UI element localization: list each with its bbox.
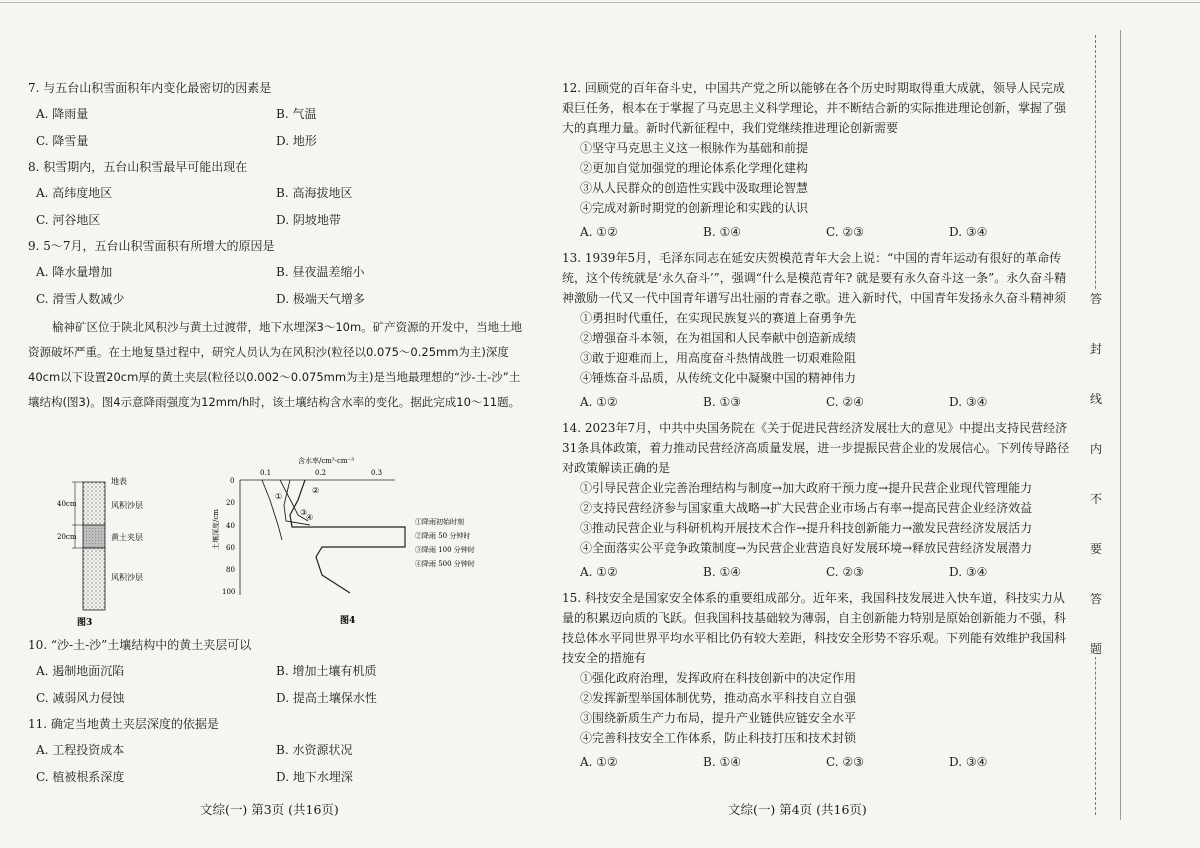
binding-char: 题 [1089, 642, 1102, 656]
option-d: D. ③④ [949, 225, 988, 239]
option-b: B. ①④ [703, 225, 741, 239]
option-a: A. ①② [580, 225, 618, 239]
statement-4: ④完善科技安全工作体系，防止科技打压和技术封锁 [580, 731, 857, 745]
option-a: A. 高纬度地区 [36, 186, 113, 200]
question-stem: 14. 2023年7月，中共中央国务院在《关于促进民营经济发展壮大的意见》中提出支持民营经济31条具体政策，着力推动民营经济高质量发展，进一步提振民营企业的发展信心。下列传导路径对政策解读正确的是 [562, 421, 1070, 475]
statement-3: ③从人民群众的创造性实践中汲取理论智慧 [580, 181, 809, 195]
statement-3: ③围绕新质生产力布局，提升产业链供应链安全水平 [580, 711, 857, 725]
fig4-xtick: 0.2 [315, 469, 327, 477]
statement-4: ④全面落实公平竞争政策制度→为民营企业营造良好发展环境→释放民营经济发展潜力 [580, 541, 1033, 555]
option-b: B. ①④ [703, 565, 741, 579]
fig4-ytick: 100 [222, 588, 236, 596]
legend-item-3: ③降雨 100 分钟时 [415, 546, 475, 554]
question-12 [562, 78, 1072, 242]
binding-char: 答 [1089, 292, 1102, 306]
statement-4: ④完成对新时期党的创新理论和实践的认识 [580, 201, 809, 215]
legend-item-2: ②降雨 50 分钟时 [415, 532, 471, 540]
question-14 [562, 418, 1072, 582]
sand-layer-top [83, 482, 105, 525]
option-b: B. ①④ [703, 755, 741, 769]
fig4-ytick: 20 [226, 499, 235, 507]
dim-20cm: 20cm [57, 533, 77, 541]
statement-1: ①勇担时代重任，在实现民族复兴的赛道上奋勇争先 [580, 311, 857, 325]
label-surface: 地表 [111, 477, 127, 486]
option-a: A. 工程投资成本 [36, 743, 125, 757]
question-stem: 11. 确定当地黄土夹层深度的依据是 [28, 717, 219, 731]
option-b: B. 高海拔地区 [276, 186, 353, 200]
binding-char: 要 [1089, 542, 1102, 556]
option-d: D. 地形 [276, 134, 317, 148]
statement-4: ④锤炼奋斗品质，从传统文化中凝聚中国的精神伟力 [580, 371, 857, 385]
fig4-ytick: 80 [226, 566, 235, 574]
reading-passage: 榆神矿区位于陕北风积沙与黄土过渡带，地下水埋深3～10m。矿产资源的开发中，当地土地资源破坏严重。在土地复垦过程中，研究人员认为在风积沙(粒径以0.075～0.25mm为主)深度40cm以下设置20cm厚的黄土夹层(粒径以0.002～0.075mm为主)是当地最理想的“沙-土-沙”土壤结构(图3)。图4示意降雨强度为12mm/h时，该土壤结构含水率的变化。据此完成10～11题。 [28, 320, 523, 409]
question-stem: 8. 积雪期内，五台山积雪最早可能出现在 [28, 160, 248, 174]
option-c: C. ②③ [826, 565, 864, 579]
question-9 [28, 236, 528, 309]
option-a: A. ①② [580, 755, 618, 769]
option-d: D. ③④ [949, 755, 988, 769]
option-d: D. ③④ [949, 565, 988, 579]
left-column-lower [28, 635, 528, 793]
figure-3-caption: 图3 [77, 618, 93, 628]
question-11 [28, 714, 528, 787]
question-stem: 13. 1939年5月，毛泽东同志在延安庆贺模范青年大会上说：“中国的青年运动有很好的革命传统，这个传统就是‘永久奋斗’”，强调“什么是模范青年? 就是要有永久奋斗这一条”。永久奋斗精神激励一代又一代中国青年谱写出壮丽的青春之歌。进入新时代，中国青年发扬永久奋斗精神须 [562, 251, 1067, 305]
page-footer-left: 文综(一) 第3页 (共16页) [200, 802, 339, 817]
question-7 [28, 78, 528, 151]
option-a: A. ①② [580, 565, 618, 579]
statement-2: ②增强奋斗本领，在为祖国和人民奉献中创造新成绩 [580, 331, 857, 345]
question-13 [562, 248, 1072, 412]
curve-3 [290, 480, 405, 593]
statement-2: ②更加自觉加强党的理论体系化学理化建构 [580, 161, 809, 175]
binding-margin [1081, 35, 1111, 815]
statement-2: ②发挥新型举国体制优势，推动高水平科技自立自强 [580, 691, 857, 705]
loess-layer [83, 525, 105, 548]
label-loess: 黄土夹层 [111, 533, 143, 542]
figure-4-caption: 图4 [340, 616, 356, 626]
option-d: D. 极端天气增多 [276, 292, 365, 306]
question-stem: 7. 与五台山积雪面积年内变化最密切的因素是 [28, 81, 272, 95]
top-rule [0, 2, 1200, 3]
option-c: C. 滑雪人数减少 [36, 292, 125, 306]
marker-1: ① [275, 492, 283, 501]
option-c: C. ②③ [826, 225, 864, 239]
binding-char: 内 [1089, 442, 1102, 456]
statement-1: ①坚守马克思主义这一根脉作为基础和前提 [580, 141, 809, 155]
left-column [28, 78, 528, 423]
page-footer-right: 文综(一) 第4页 (共16页) [728, 802, 867, 817]
question-stem: 15. 科技安全是国家安全体系的重要组成部分。近年来，我国科技发展进入快车道，科技实力从量的积累迈向质的飞跃。但我国科技基础较为薄弱，自主创新能力特别是原始创新能力不强，科技总体水平同世界平均水平相比仍有较大差距，科技安全形势不容乐观。下列能有效维护我国科技安全的措施有 [562, 591, 1067, 665]
statement-2: ②支持民营经济参与国家重大战略→扩大民营企业市场占有率→提高民营企业经济效益 [580, 501, 1033, 515]
binding-char: 答 [1089, 592, 1102, 606]
question-stem: 10. “沙-土-沙”土壤结构中的黄土夹层可以 [28, 638, 252, 652]
fig4-yaxis-title: 土壤深度/cm [212, 509, 220, 550]
page-edge-line [1120, 30, 1121, 820]
option-a: A. ①② [580, 395, 618, 409]
marker-2: ② [312, 486, 320, 495]
fig4-ytick: 40 [226, 522, 235, 530]
option-c: C. ②④ [826, 395, 864, 409]
option-b: B. 气温 [276, 107, 317, 121]
option-d: D. 提高土壤保水性 [276, 691, 377, 705]
figure-3 [55, 470, 175, 630]
question-stem: 12. 回顾党的百年奋斗史，中国共产党之所以能够在各个历史时期取得重大成就，领导人民完成艰巨任务，根本在于掌握了马克思主义科学理论，并不断结合新的实际推进理论创新，掌握了强大的真理力量。新时代新征程中，我们党继续推进理论创新需要 [562, 81, 1067, 135]
legend-item-4: ④降雨 500 分钟时 [415, 560, 475, 568]
question-10 [28, 635, 528, 708]
binding-notice [1088, 290, 1104, 657]
fig4-xaxis-title: 含水率/cm³·cm⁻³ [298, 457, 355, 465]
option-d: D. 地下水埋深 [276, 770, 353, 784]
option-c: C. 减弱风力侵蚀 [36, 691, 125, 705]
label-sand-top: 风积沙层 [111, 501, 143, 510]
option-b: B. 增加土壤有机质 [276, 664, 377, 678]
option-a: A. 降雨量 [36, 107, 89, 121]
figure-4 [212, 455, 510, 630]
statement-3: ③敢于迎难而上，用高度奋斗热情战胜一切艰难险阻 [580, 351, 857, 365]
option-c: C. 降雪量 [36, 134, 89, 148]
label-sand-bottom: 风积沙层 [111, 573, 143, 582]
option-a: A. 遏制地面沉陷 [36, 664, 125, 678]
option-d: D. 阴坡地带 [276, 213, 341, 227]
option-d: D. ③④ [949, 395, 988, 409]
fig4-ytick: 60 [226, 544, 235, 552]
statement-3: ③推动民营企业与科研机构开展技术合作→提升科技创新能力→激发民营经济发展活力 [580, 521, 1033, 535]
marker-4: ④ [306, 513, 314, 522]
right-column [562, 78, 1072, 778]
option-b: B. 水资源状况 [276, 743, 353, 757]
binding-char: 线 [1089, 392, 1102, 406]
question-15 [562, 588, 1072, 772]
curve-1 [262, 480, 282, 540]
fig4-ytick: 0 [230, 477, 235, 485]
question-8 [28, 157, 528, 230]
binding-char: 封 [1089, 342, 1102, 356]
sand-layer-bottom [83, 548, 105, 610]
fig4-xtick: 0.3 [371, 469, 383, 477]
fig4-xtick: 0.1 [260, 469, 272, 477]
option-b: B. 昼夜温差缩小 [276, 265, 365, 279]
option-c: C. 植被根系深度 [36, 770, 125, 784]
binding-char: 不 [1089, 492, 1102, 506]
dim-40cm: 40cm [57, 500, 77, 508]
statement-1: ①强化政府治理，发挥政府在科技创新中的决定作用 [580, 671, 857, 685]
option-b: B. ①③ [703, 395, 741, 409]
question-stem: 9. 5～7月，五台山积雪面积有所增大的原因是 [28, 239, 275, 253]
option-a: A. 降水量增加 [36, 265, 113, 279]
statement-1: ①引导民营企业完善治理结构与制度→加大政府干预力度→提升民营企业现代管理能力 [580, 481, 1033, 495]
marker-3: ③ [300, 508, 308, 517]
legend-item-1: ①降雨初始时刻 [415, 518, 464, 526]
option-c: C. 河谷地区 [36, 213, 101, 227]
option-c: C. ②③ [826, 755, 864, 769]
